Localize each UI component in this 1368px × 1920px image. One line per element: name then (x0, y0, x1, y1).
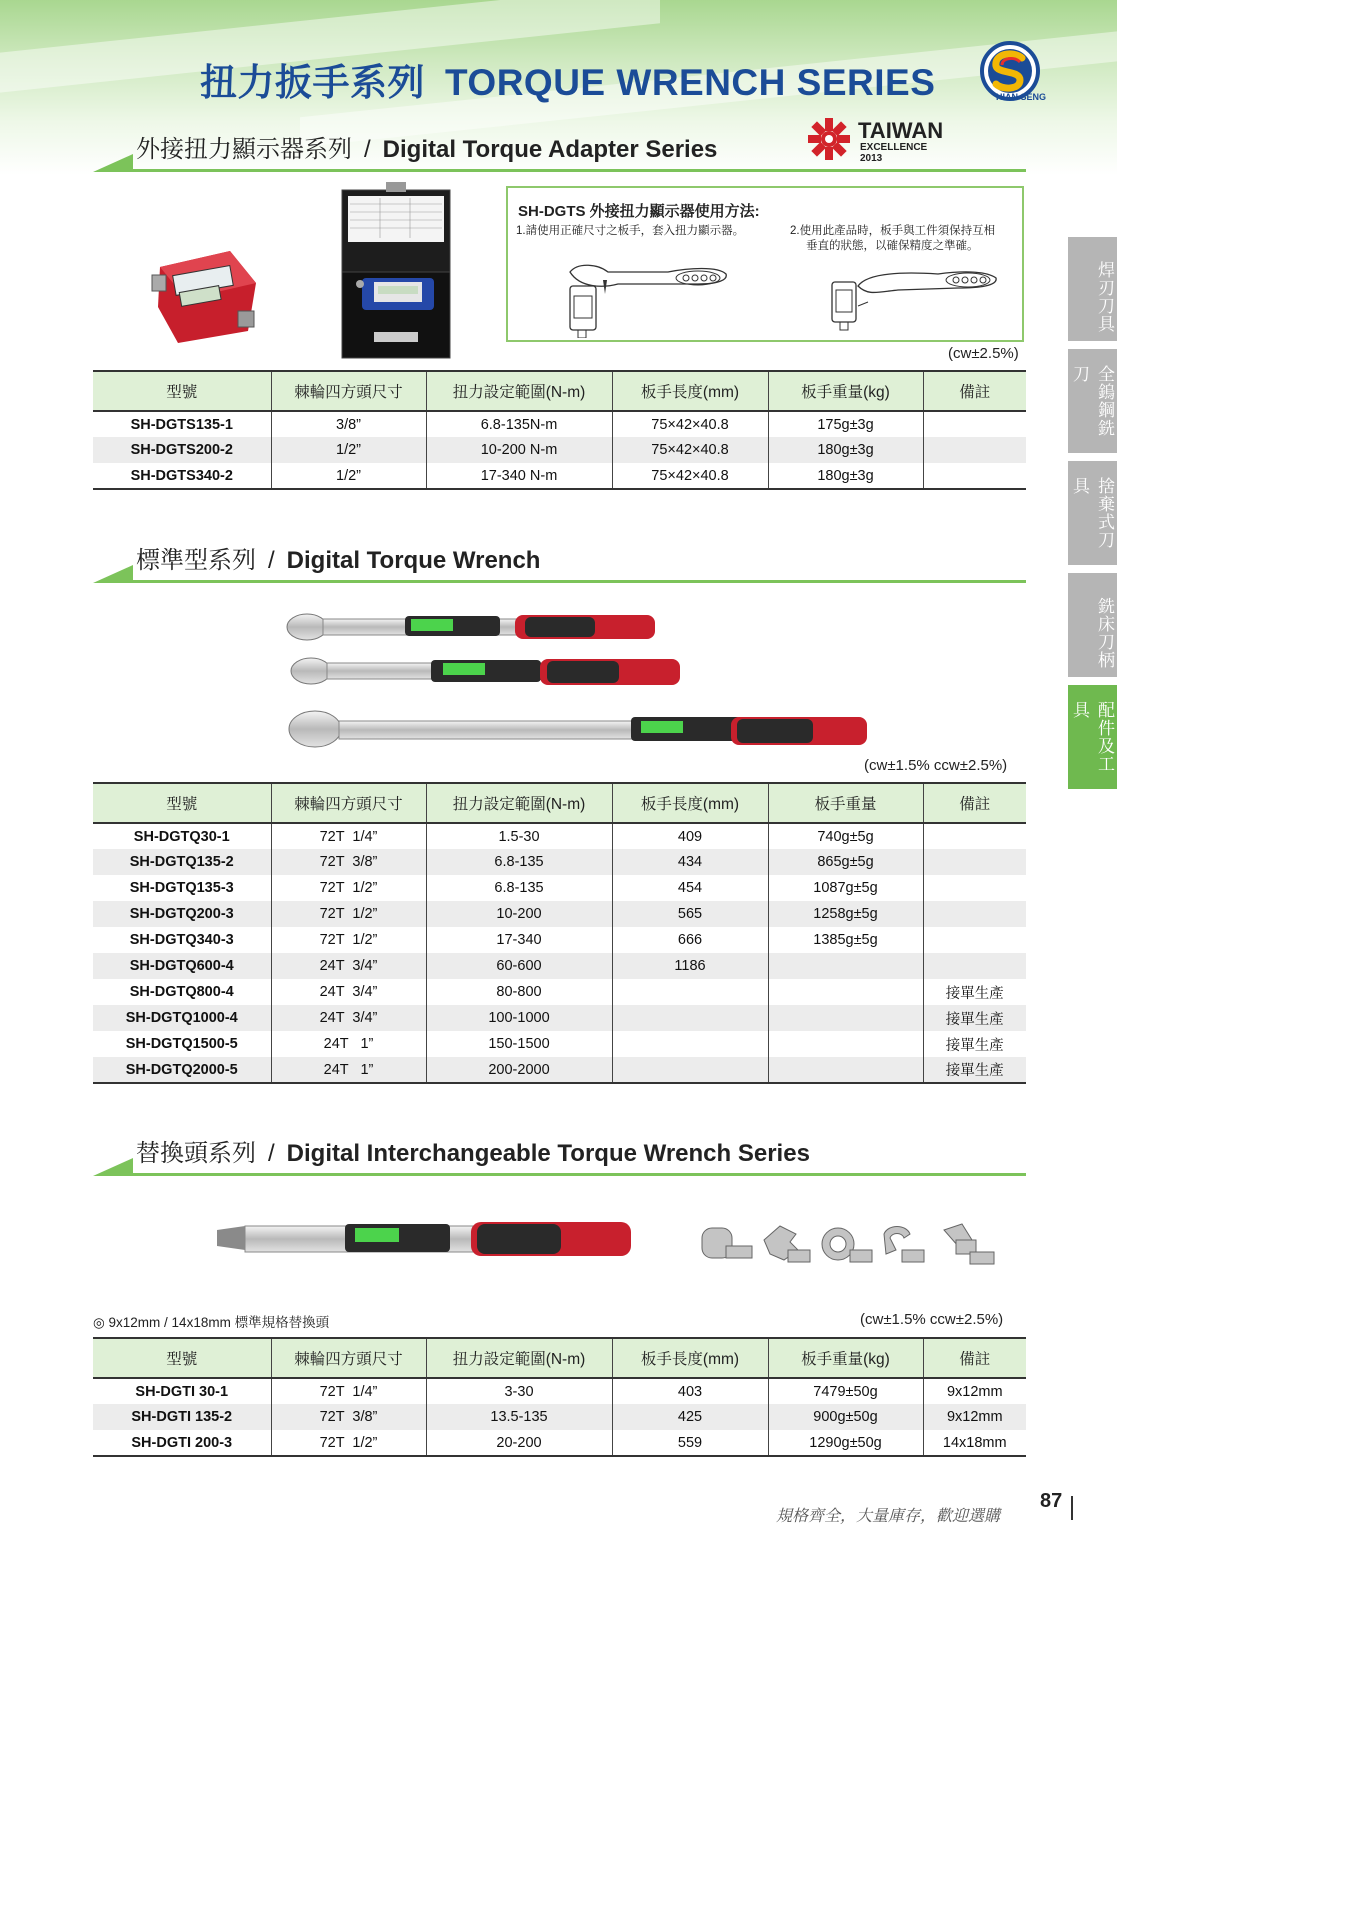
table-row (93, 411, 1026, 437)
table-cell: 409 (612, 823, 768, 849)
column-header: 板手重量(kg) (768, 1338, 923, 1378)
table-cell (923, 849, 1026, 875)
table-cell: 24T 3/4” (271, 1005, 426, 1031)
table-cell: 75×42×40.8 (612, 437, 768, 463)
table-cell: 20-200 (426, 1430, 612, 1456)
usage-step-2: 2.使用此產品時，板手與工件須保持互相 (790, 225, 996, 237)
usage-title: SH-DGTS 外接扭力顯示器使用方法: (518, 203, 760, 220)
table-cell: 666 (612, 927, 768, 953)
table-cell (923, 901, 1026, 927)
side-tab-indexable-tools[interactable] (1068, 461, 1117, 565)
badge-subtitle: EXCELLENCE 2013 (860, 142, 928, 164)
table-cell: 9x12mm (923, 1404, 1026, 1430)
table-cell: 425 (612, 1404, 768, 1430)
side-tab-label: 全鎢鋼銑刀 (1070, 365, 1114, 437)
section-title-zh: 標準型系列 (136, 547, 256, 574)
table-cell: 1/2” (271, 437, 426, 463)
side-tab-carbide-end-mills[interactable] (1068, 349, 1117, 453)
table-cell: 200-2000 (426, 1057, 612, 1083)
side-tab-label: 焊刃刀具 (1095, 261, 1114, 333)
table-cell (923, 463, 1026, 489)
badge-title: TAIWAN (858, 118, 944, 143)
interchangeable-spec-table (93, 1337, 1026, 1457)
table-cell: SH-DGTI 135-2 (93, 1404, 271, 1430)
table-header-row (93, 1338, 1026, 1378)
table-cell (768, 1031, 923, 1057)
section-heading-adapter: 外接扭力顯示器系列 / Digital Torque Adapter Series (93, 128, 1026, 172)
digital-torque-wrench-image (285, 605, 875, 755)
table-cell: 1087g±5g (768, 875, 923, 901)
table-cell: 72T 1/4” (271, 1378, 426, 1404)
page-title-en: TORQUE WRENCH SERIES (445, 62, 936, 103)
column-header: 扭力設定範圍(N-m) (426, 783, 612, 823)
table-cell: 1290g±50g (768, 1430, 923, 1456)
table-cell: 80-800 (426, 979, 612, 1005)
table-row (93, 437, 1026, 463)
table-cell: SH-DGTS200-2 (93, 437, 271, 463)
column-header: 板手重量 (768, 783, 923, 823)
table-cell (768, 1057, 923, 1083)
usage-step-1: 1.請使用正確尺寸之板手，套入扭力顯示器。 (516, 225, 745, 237)
side-tab-brazed-tools[interactable] (1068, 237, 1117, 341)
table-cell: 180g±3g (768, 463, 923, 489)
table-cell: 6.8-135 (426, 849, 612, 875)
section-title-zh: 替換頭系列 (136, 1140, 256, 1167)
column-header: 板手重量(kg) (768, 371, 923, 411)
interchangeable-heads-image (700, 1220, 1000, 1272)
table-cell: 13.5-135 (426, 1404, 612, 1430)
table-row (93, 463, 1026, 489)
accuracy-note-interchangeable: (cw±1.5% ccw±2.5%) (860, 1311, 1004, 1328)
side-tab-accessories[interactable] (1068, 685, 1117, 789)
table-cell: 72T 1/2” (271, 1430, 426, 1456)
column-header: 備註 (923, 371, 1026, 411)
table-cell: 100-1000 (426, 1005, 612, 1031)
accuracy-note-adapter: (cw±2.5%) (948, 345, 1019, 362)
table-row (93, 823, 1026, 849)
table-cell: 72T 1/2” (271, 875, 426, 901)
table-cell (923, 411, 1026, 437)
section-heading-interchangeable: 替換頭系列 / Digital Interchangeable Torque Wrench Series (93, 1132, 1026, 1176)
table-cell: 175g±3g (768, 411, 923, 437)
table-cell: 454 (612, 875, 768, 901)
table-cell: SH-DGTI 200-3 (93, 1430, 271, 1456)
table-cell: SH-DGTS135-1 (130, 416, 233, 433)
table-row (93, 927, 1026, 953)
table-cell (612, 979, 768, 1005)
table-row (93, 875, 1026, 901)
table-cell: 72T 1/2” (271, 901, 426, 927)
table-cell: 72T 1/2” (271, 927, 426, 953)
table-header-row (93, 371, 1026, 411)
table-cell: SH-DGTQ1000-4 (93, 1005, 271, 1031)
table-row (93, 849, 1026, 875)
table-cell (768, 979, 923, 1005)
column-header: 板手長度(mm) (612, 371, 768, 411)
table-cell: 75×42×40.8 (612, 463, 768, 489)
table-cell: 180g±3g (768, 437, 923, 463)
torque-adapter-image (150, 245, 262, 345)
table-row (93, 979, 1026, 1005)
side-tab-label: 捨棄式刀具 (1070, 477, 1114, 549)
page-title-zh: 扭力扳手系列 (200, 62, 425, 103)
section-title-en: Digital Torque Wrench (286, 547, 541, 574)
table-row (93, 1031, 1026, 1057)
usage-step-2-cont: 垂直的狀態，以確保精度之準確。 (806, 240, 979, 252)
table-cell: 434 (612, 849, 768, 875)
table-cell: SH-DGTQ200-3 (93, 901, 271, 927)
table-cell: 60-600 (426, 953, 612, 979)
table-cell: SH-DGTQ135-3 (129, 880, 234, 896)
table-cell (768, 1005, 923, 1031)
table-cell: 10-200 (426, 901, 612, 927)
table-cell: SH-DGTQ1500-5 (125, 1036, 238, 1052)
table-row (93, 901, 1026, 927)
column-header: 棘輪四方頭尺寸 (271, 783, 426, 823)
table-row (93, 1430, 1026, 1456)
table-cell (612, 1057, 768, 1083)
section-heading-standard: 標準型系列 / Digital Torque Wrench (93, 539, 1026, 583)
table-cell: 900g±50g (768, 1404, 923, 1430)
table-cell (923, 875, 1026, 901)
table-row (93, 953, 1026, 979)
table-row (93, 1404, 1026, 1430)
table-cell: 24T 3/4” (271, 979, 426, 1005)
table-cell: 72T 3/8” (271, 1404, 426, 1430)
taiwan-excellence-icon (806, 116, 852, 162)
table-cell: 接單生產 (923, 1031, 1026, 1057)
table-cell: 72T 3/8” (271, 849, 426, 875)
table-cell: 9x12mm (923, 1378, 1026, 1404)
standard-spec-table (93, 782, 1026, 1084)
table-cell: 24T 1” (271, 1031, 426, 1057)
usage-instructions-box (506, 186, 1024, 342)
footer-slogan: 規格齊全，大量庫存，歡迎選購 (776, 1508, 1001, 1525)
table-cell: 6.8-135 (426, 875, 612, 901)
column-header: 備註 (923, 783, 1026, 823)
column-header: 棘輪四方頭尺寸 (271, 371, 426, 411)
column-header: 型號 (93, 1338, 271, 1378)
table-cell: 3/8” (271, 411, 426, 437)
column-header: 型號 (93, 371, 271, 411)
page-number: 87 (1040, 1490, 1063, 1512)
column-header: 板手長度(mm) (612, 1338, 768, 1378)
column-header: 扭力設定範圍(N-m) (426, 371, 612, 411)
side-tab-label: 配件及工具 (1070, 701, 1114, 773)
table-cell: 1258g±5g (768, 901, 923, 927)
table-cell: 72T 1/4” (271, 823, 426, 849)
table-cell: 565 (612, 901, 768, 927)
table-cell: SH-DGTS340-2 (93, 463, 271, 489)
table-cell (612, 1031, 768, 1057)
page-number-divider (1071, 1496, 1073, 1520)
table-cell: 1.5-30 (426, 823, 612, 849)
table-row (93, 1378, 1026, 1404)
usage-diagram-2 (828, 262, 1003, 338)
table-cell: 24T 3/4” (271, 953, 426, 979)
table-cell (768, 953, 923, 979)
column-header: 扭力設定範圍(N-m) (426, 1338, 612, 1378)
table-cell: 150-1500 (426, 1031, 612, 1057)
side-tab-tool-holders[interactable] (1068, 573, 1117, 677)
table-cell: 接單生產 (923, 979, 1026, 1005)
adapter-case-image (340, 182, 452, 360)
page-title (200, 52, 935, 106)
head-size-note: ◎ 9x12mm / 14x18mm 標準規格替換頭 (93, 1315, 330, 1330)
section-title-en: Digital Torque Adapter Series (382, 136, 718, 163)
table-cell: 接單生產 (923, 1057, 1026, 1083)
table-cell: 1/2” (271, 463, 426, 489)
table-cell (923, 953, 1026, 979)
table-row (93, 1057, 1026, 1083)
table-cell: SH-DGTQ30-1 (133, 828, 230, 845)
table-cell: 403 (612, 1378, 768, 1404)
table-header-row (93, 783, 1026, 823)
table-cell: 接單生產 (923, 1005, 1026, 1031)
table-cell: SH-DGTQ2000-5 (93, 1057, 271, 1083)
column-header: 棘輪四方頭尺寸 (271, 1338, 426, 1378)
table-cell: 1385g±5g (768, 927, 923, 953)
table-cell: 6.8-135N-m (426, 411, 612, 437)
table-cell: 559 (612, 1430, 768, 1456)
table-cell: SH-DGTQ135-2 (93, 849, 271, 875)
brand-name: HIAN SENG (996, 92, 1047, 102)
table-cell: SH-DGTI 30-1 (135, 1383, 229, 1400)
table-cell (923, 437, 1026, 463)
column-header: 板手長度(mm) (612, 783, 768, 823)
table-cell: SH-DGTQ600-4 (93, 953, 271, 979)
section-title-zh: 外接扭力顯示器系列 (136, 136, 352, 163)
table-cell: 10-200 N-m (426, 437, 612, 463)
adapter-spec-table (93, 370, 1026, 490)
table-cell: 1186 (612, 953, 768, 979)
usage-diagram-1 (558, 258, 733, 338)
table-cell (923, 823, 1026, 849)
section-title-en: Digital Interchangeable Torque Wrench Series (286, 1140, 810, 1167)
table-cell: 740g±5g (768, 823, 923, 849)
accuracy-note-standard: (cw±1.5% ccw±2.5%) (864, 757, 1008, 774)
table-cell: 14x18mm (923, 1430, 1026, 1456)
side-tab-label: 銑床刀柄 (1095, 597, 1114, 669)
table-cell (923, 927, 1026, 953)
table-cell: 7479±50g (768, 1378, 923, 1404)
table-cell: 17-340 N-m (426, 463, 612, 489)
table-cell: 24T 1” (271, 1057, 426, 1083)
table-row (93, 1005, 1026, 1031)
table-cell (612, 1005, 768, 1031)
table-cell: 865g±5g (768, 849, 923, 875)
interchangeable-wrench-image (215, 1218, 635, 1264)
table-cell: 75×42×40.8 (612, 411, 768, 437)
column-header: 備註 (923, 1338, 1026, 1378)
table-cell: SH-DGTQ340-3 (129, 932, 234, 948)
table-cell: 3-30 (426, 1378, 612, 1404)
taiwan-excellence-badge (806, 116, 951, 162)
table-cell: SH-DGTQ800-4 (129, 984, 234, 1000)
column-header: 型號 (93, 783, 271, 823)
table-cell: 17-340 (426, 927, 612, 953)
